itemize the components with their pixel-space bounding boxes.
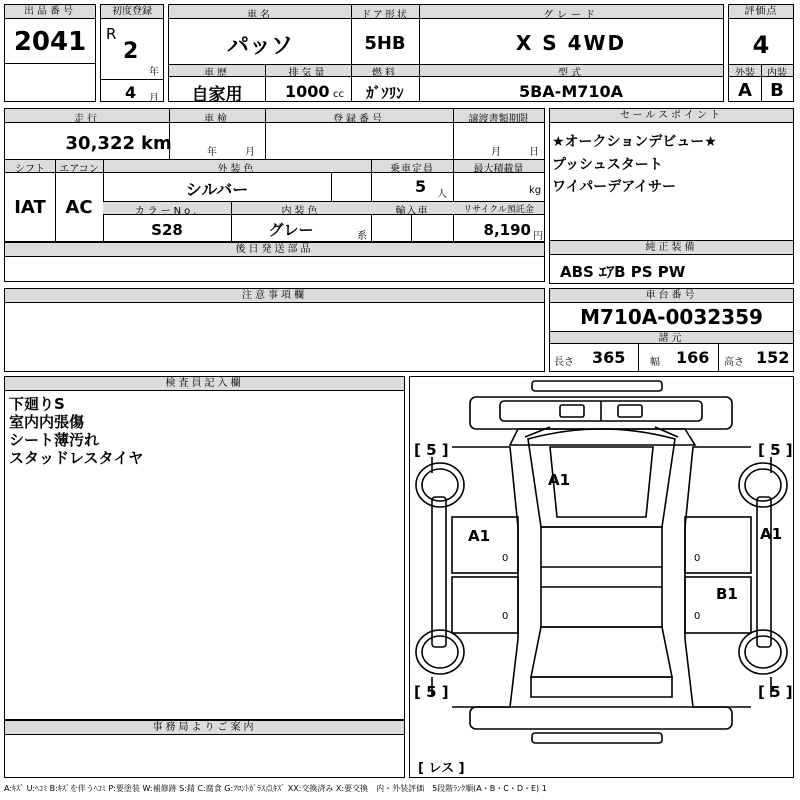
inspector-notes-label: 検査員記入欄 <box>5 377 404 391</box>
damage-right-rear: B1 <box>716 585 738 603</box>
lot-number-value: 2041 <box>13 27 87 57</box>
mileage-value: 30,322 <box>65 133 135 154</box>
recycle-value: 8,190 <box>483 221 531 239</box>
genuine-equipment-block <box>549 240 794 284</box>
left-rear-door <box>452 577 518 633</box>
tailgate <box>531 677 672 697</box>
capacity-label: 乗車定員 <box>390 164 434 175</box>
ext-color-label: 外装色 <box>217 164 257 175</box>
reg-month-value: 4 <box>125 83 137 102</box>
exterior-grade-value: A <box>738 80 752 101</box>
capacity-value: 5 <box>415 177 427 196</box>
later-parts-block <box>4 242 545 282</box>
transfer-month-mark: 月 <box>491 147 501 158</box>
mark-zero-2: 0 <box>502 611 509 622</box>
mark-zero-1: 0 <box>502 553 509 564</box>
displacement-label: 排気量 <box>288 68 328 79</box>
notes-block <box>4 288 545 372</box>
history-label: 車歴 <box>204 68 230 79</box>
right-sill <box>757 497 771 647</box>
left-front-door <box>452 517 518 573</box>
rear-glass <box>531 627 672 677</box>
length-value: 365 <box>592 348 626 367</box>
width-value: 166 <box>676 348 710 367</box>
yen-unit: 円 <box>533 231 543 242</box>
fuel-value: ｶﾞｿﾘﾝ <box>366 84 404 102</box>
score-label: 評価点 <box>729 5 793 19</box>
car-name-label: 車名 <box>247 10 273 21</box>
inspection-label: 車検 <box>204 114 230 125</box>
specs-label: 諸元 <box>550 331 793 344</box>
lot-number-cell <box>4 4 96 102</box>
roof <box>541 527 662 627</box>
damage-windshield: A1 <box>548 471 571 489</box>
month-unit: 月 <box>149 93 159 104</box>
car-outline-svg <box>410 377 793 777</box>
interior-grade-value: B <box>770 80 784 101</box>
year-unit: 年 <box>149 67 159 78</box>
mileage-unit: km <box>141 133 172 154</box>
damage-left-front: A1 <box>468 527 491 545</box>
genuine-equipment-label: 純正装備 <box>550 241 793 255</box>
kg-unit: kg <box>529 185 542 196</box>
transfer-doc-label: 譲渡書類期限 <box>468 114 529 125</box>
shift-value: IAT <box>14 197 46 218</box>
inspector-note-1: 下廻りS <box>9 395 65 413</box>
spare-tire-label: [ レス ] <box>418 761 465 776</box>
length-label: 長さ <box>554 357 574 368</box>
legend-text: A:ｷｽﾞ U:ﾍｺﾐ B:ｷｽﾞを伴うﾍｺﾐ P:要塗装 W:補修跡 S:錆 C:腐食 G:ﾌﾛﾝﾄｶﾞﾗｽ点ｷｽﾞ XX:交換済み X:要交換 内・外装評価 5段階ﾗﾝｸ順(A・B・C・D・E) 1 <box>4 784 547 793</box>
transfer-day-mark: 日 <box>529 147 539 158</box>
vehicle-info-block <box>168 4 724 105</box>
shift-label: シフト <box>15 164 45 175</box>
damage-right-front: A1 <box>760 525 783 543</box>
era-value: R <box>106 25 117 43</box>
int-color-label: 内装色 <box>281 206 321 217</box>
history-value: 自家用 <box>191 85 243 105</box>
ext-color-value: シルバー <box>185 180 249 199</box>
sales-point-3: ワイパーデアイサー <box>552 179 677 195</box>
mileage-label: 走行 <box>74 114 100 125</box>
car-diagram <box>409 376 794 778</box>
equipment-value: ABS ｴｱB PS PW <box>560 263 686 281</box>
color-no-label: カラーNo. <box>134 206 200 217</box>
inspection-year-mark: 年 <box>207 147 217 158</box>
import-label: 輸入車 <box>395 206 429 217</box>
inspection-month-mark: 月 <box>245 147 255 158</box>
person-unit: 人 <box>437 189 447 200</box>
lot-number-label: 出品番号 <box>5 5 95 19</box>
color-no-value: S28 <box>151 221 183 239</box>
mark-zero-4: 0 <box>694 611 701 622</box>
right-front-door <box>685 517 751 573</box>
displacement-value: 1000 <box>285 82 330 101</box>
inspector-notes-block <box>4 376 405 720</box>
inspector-note-4: スタッドレスタイヤ <box>9 449 144 467</box>
exterior-label: 外装 <box>735 68 755 79</box>
sales-point-1: ★オークションデビュー★ <box>552 134 717 150</box>
recycle-label: リサイクル預託金 <box>463 205 534 215</box>
sales-points-label: セールスポイント <box>550 109 793 123</box>
door-type-value: 5HB <box>364 33 406 54</box>
grade-label: グレード <box>543 10 599 21</box>
mark-zero-3: 0 <box>694 553 701 564</box>
int-color-value: グレー <box>268 221 314 239</box>
sales-points-block <box>549 108 794 256</box>
tire-rear-right-label: [ 5 ] <box>758 683 793 701</box>
rear-bumper <box>470 707 732 729</box>
interior-label: 内装 <box>767 68 787 79</box>
max-load-label: 最大積載量 <box>473 164 524 175</box>
tire-rear-left-label: [ 5 ] <box>414 683 449 701</box>
width-label: 幅 <box>650 357 660 368</box>
front-bumper <box>532 381 662 391</box>
grade-value: X S 4WD <box>515 31 627 55</box>
model-code-value: 5BA-M710A <box>518 82 624 101</box>
office-notice-label: 事務局よりご案内 <box>5 721 404 735</box>
model-code-label: 型式 <box>558 68 584 79</box>
height-label: 高さ <box>724 357 744 368</box>
tire-front-right-label: [ 5 ] <box>758 441 793 459</box>
door-type-label: ドア形状 <box>361 10 409 21</box>
later-parts-label: 後日発送部品 <box>5 243 544 257</box>
series-unit: 系 <box>357 231 367 242</box>
aircon-value: AC <box>65 197 93 218</box>
office-notice-block <box>4 720 405 778</box>
chassis-value: M710A-0032359 <box>580 305 763 329</box>
sales-point-2: プッシュスタート <box>552 157 663 173</box>
cc-unit: cc <box>333 89 344 100</box>
chassis-block <box>549 288 794 372</box>
details-block <box>4 108 545 242</box>
chassis-label: 車台番号 <box>550 289 793 303</box>
first-reg-label: 初度登録 <box>101 5 163 19</box>
registration-label: 登録番号 <box>333 114 385 125</box>
aircon-label: エアコン <box>59 164 99 175</box>
first-registration-cell <box>100 4 164 102</box>
notes-label: 注意事項欄 <box>5 289 544 303</box>
left-sill <box>432 497 446 647</box>
car-name-value: パッソ <box>226 34 293 59</box>
inspector-note-2: 室内内張傷 <box>9 413 85 431</box>
score-value: 4 <box>752 31 770 59</box>
fuel-label: 燃料 <box>372 68 398 79</box>
score-cell <box>728 4 794 102</box>
inspector-note-3: シート薄汚れ <box>9 431 100 449</box>
tire-front-left-label: [ 5 ] <box>414 441 449 459</box>
height-value: 152 <box>756 348 790 367</box>
reg-year-value: 2 <box>123 39 139 64</box>
